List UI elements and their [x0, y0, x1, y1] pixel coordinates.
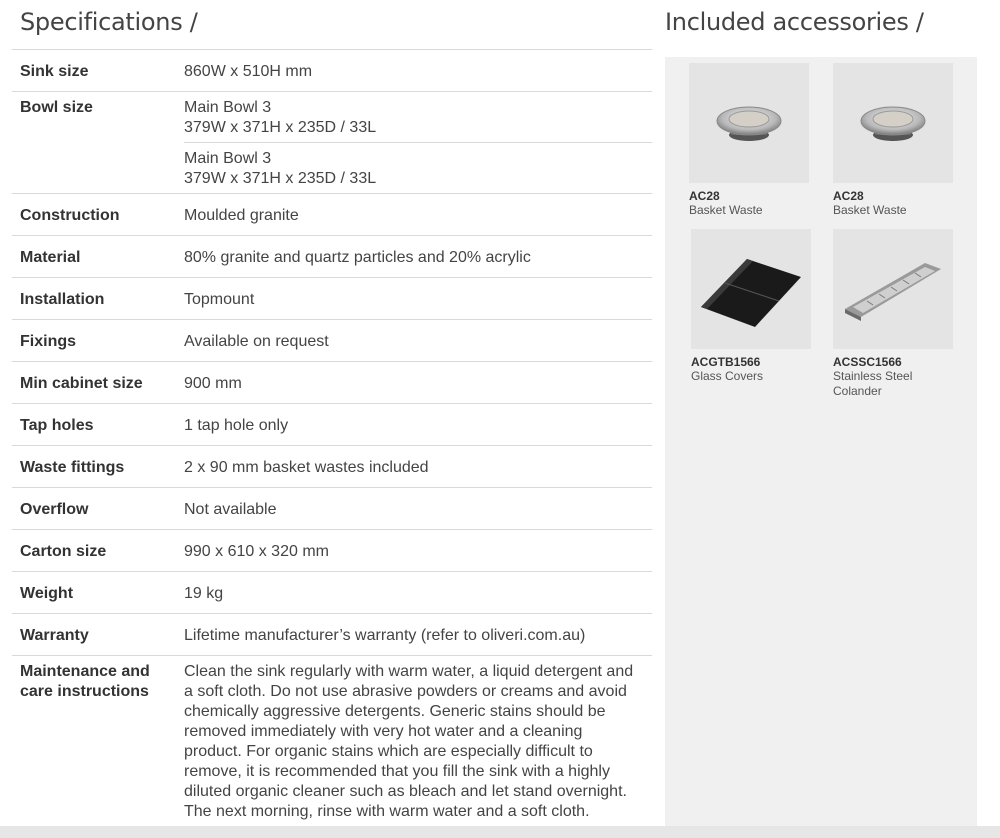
spec-value: 860W x 510H mm: [184, 63, 313, 80]
spec-row-material: [12, 236, 652, 278]
accessory-code: AC28: [833, 189, 864, 203]
spec-label: Weight: [20, 585, 74, 602]
specifications-title: Specifications /: [20, 8, 198, 36]
spec-row-construction: [12, 194, 652, 236]
spec-value: 990 x 610 x 320 mm: [184, 543, 329, 560]
glass-cover-icon: [691, 229, 811, 349]
spec-row-warranty: [12, 614, 652, 656]
spec-label: Tap holes: [20, 417, 94, 434]
bowl-name: Main Bowl 3: [184, 150, 272, 167]
spec-value: Not available: [184, 501, 277, 518]
spec-label: Bowl size: [20, 99, 93, 116]
accessory-code: ACSSC1566: [833, 355, 902, 369]
accessories-section: [665, 0, 977, 837]
spec-value: Moulded granite: [184, 207, 299, 224]
accessories-panel: [665, 57, 977, 837]
spec-row-weight: [12, 572, 652, 614]
spec-row-bowl-size: [12, 92, 652, 194]
spec-row-tap-holes: [12, 404, 652, 446]
bowl-name: Main Bowl 3: [184, 99, 272, 116]
spec-label: Fixings: [20, 333, 77, 350]
accessory-code: ACGTB1566: [691, 355, 761, 369]
spec-label: Sink size: [20, 63, 89, 80]
basket-waste-icon: [833, 63, 953, 183]
spec-row-fixings: [12, 320, 652, 362]
bowl-dimensions: 379W x 371H x 235D / 33L: [184, 170, 377, 187]
spec-value: 900 mm: [184, 375, 242, 392]
spec-label: Min cabinet size: [20, 375, 143, 392]
bowl-entry: [184, 143, 652, 193]
spec-value: 1 tap hole only: [184, 417, 289, 434]
accessory-name: Stainless Steel Colander: [833, 369, 913, 398]
specifications-section: [12, 0, 652, 826]
colander-icon: [833, 229, 953, 349]
spec-value: Lifetime manufacturer’s warranty (refer to oliveri.com.au): [184, 627, 586, 644]
spec-row-min-cabinet-size: [12, 362, 652, 404]
accessory-name: Glass Covers: [691, 369, 764, 383]
bowl-entry: [184, 92, 652, 143]
spec-row-sink-size: [12, 50, 652, 92]
spec-label: Warranty: [20, 627, 89, 644]
spec-label: Maintenance and care instructions: [20, 663, 150, 700]
accessory-item[interactable]: [691, 229, 813, 384]
basket-waste-icon: [689, 63, 809, 183]
spec-value: Topmount: [184, 291, 255, 308]
specifications-table: [12, 49, 652, 826]
spec-label: Construction: [20, 207, 120, 224]
bowl-dimensions: 379W x 371H x 235D / 33L: [184, 119, 377, 136]
spec-row-waste-fittings: [12, 446, 652, 488]
spec-row-installation: [12, 278, 652, 320]
spec-label: Installation: [20, 291, 105, 308]
spec-label: Material: [20, 249, 81, 266]
accessories-title: Included accessories /: [665, 8, 924, 36]
spec-value: 2 x 90 mm basket wastes included: [184, 459, 429, 476]
accessory-name: Basket Waste: [689, 203, 763, 217]
spec-label: Overflow: [20, 501, 89, 518]
accessory-code: AC28: [689, 189, 720, 203]
spec-row-overflow: [12, 488, 652, 530]
spec-value: 80% granite and quartz particles and 20% acrylic: [184, 249, 531, 266]
accessory-item[interactable]: [833, 229, 955, 399]
spec-value: 19 kg: [184, 585, 224, 602]
spec-row-maintenance: [12, 656, 652, 826]
spec-row-carton-size: [12, 530, 652, 572]
accessory-item[interactable]: [689, 63, 811, 218]
spec-value: Clean the sink regularly with warm water, a liquid detergent and a soft cloth. Do not use abrasive powders or creams and avoid chemically aggressive detergents. Generic stains should be removed immediately with very hot water and a cleaning product. For organic stains which are especially difficult to remove, it is recommended that you fill the sink with a highly diluted organic cleaner such as bleach and let stand overnight. The next morning, rinse with warm water and a soft cloth.: [184, 663, 634, 820]
accessory-item[interactable]: [833, 63, 955, 218]
accessory-name: Basket Waste: [833, 203, 907, 217]
bottom-scroll-strip: [0, 826, 1000, 838]
spec-value: Available on request: [184, 333, 329, 350]
spec-label: Carton size: [20, 543, 107, 560]
spec-label: Waste fittings: [20, 459, 125, 476]
